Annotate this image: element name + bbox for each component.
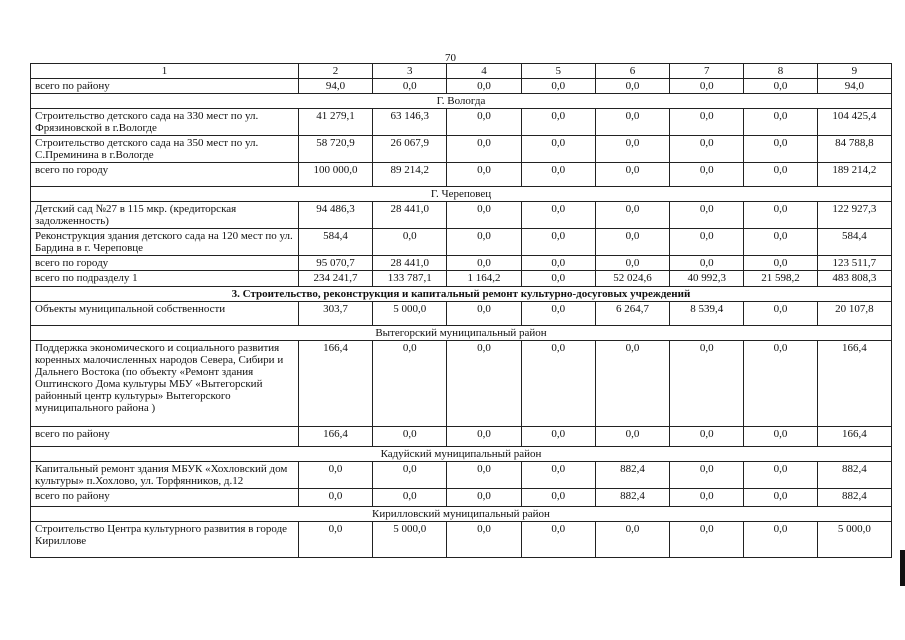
section-heading: Г. Вологда xyxy=(31,94,892,109)
value-cell: 52 024,6 xyxy=(595,271,669,287)
value-cell: 0,0 xyxy=(373,341,447,427)
value-cell: 0,0 xyxy=(521,202,595,229)
value-cell: 483 808,3 xyxy=(817,271,891,287)
value-cell: 0,0 xyxy=(447,109,521,136)
value-cell: 0,0 xyxy=(744,341,817,427)
value-cell: 0,0 xyxy=(670,489,744,507)
table-row xyxy=(31,271,892,287)
value-cell: 0,0 xyxy=(670,79,744,94)
value-cell: 0,0 xyxy=(521,109,595,136)
section-heading: Кирилловский муниципальный район xyxy=(31,507,892,522)
value-cell: 0,0 xyxy=(521,256,595,271)
value-cell: 0,0 xyxy=(595,163,669,187)
value-cell: 0,0 xyxy=(373,489,447,507)
value-cell: 882,4 xyxy=(595,462,669,489)
value-cell: 0,0 xyxy=(447,136,521,163)
value-cell: 0,0 xyxy=(744,489,817,507)
table-row xyxy=(31,462,892,489)
value-cell: 0,0 xyxy=(521,79,595,94)
value-cell: 0,0 xyxy=(521,462,595,489)
table-row xyxy=(31,302,892,326)
value-cell: 0,0 xyxy=(744,522,817,558)
column-header: 1 xyxy=(31,64,299,79)
table-row xyxy=(31,202,892,229)
value-cell: 21 598,2 xyxy=(744,271,817,287)
value-cell: 166,4 xyxy=(298,427,372,447)
value-cell: 0,0 xyxy=(447,341,521,427)
value-cell: 0,0 xyxy=(447,462,521,489)
value-cell: 123 511,7 xyxy=(817,256,891,271)
value-cell: 0,0 xyxy=(744,302,817,326)
value-cell: 0,0 xyxy=(595,256,669,271)
value-cell: 20 107,8 xyxy=(817,302,891,326)
column-header: 4 xyxy=(447,64,521,79)
table-row xyxy=(31,522,892,558)
column-header: 5 xyxy=(521,64,595,79)
value-cell: 0,0 xyxy=(670,202,744,229)
table-row xyxy=(31,427,892,447)
section-heading: Вытегорский муниципальный район xyxy=(31,326,892,341)
value-cell: 0,0 xyxy=(595,427,669,447)
row-label-cell: Реконструкция здания детского сада на 120 мест по ул. Бардина в г. Череповце xyxy=(31,229,299,256)
value-cell: 0,0 xyxy=(447,489,521,507)
scan-edge-mark xyxy=(900,550,905,586)
value-cell: 0,0 xyxy=(670,109,744,136)
value-cell: 41 279,1 xyxy=(298,109,372,136)
value-cell: 122 927,3 xyxy=(817,202,891,229)
column-header: 3 xyxy=(373,64,447,79)
value-cell: 94,0 xyxy=(817,79,891,94)
value-cell: 0,0 xyxy=(447,256,521,271)
value-cell: 104 425,4 xyxy=(817,109,891,136)
table-row xyxy=(31,109,892,136)
row-label-cell: всего по району xyxy=(31,427,299,447)
page-number: 70 xyxy=(445,52,456,64)
value-cell: 40 992,3 xyxy=(670,271,744,287)
value-cell: 0,0 xyxy=(744,79,817,94)
value-cell: 584,4 xyxy=(817,229,891,256)
value-cell: 166,4 xyxy=(817,341,891,427)
value-cell: 5 000,0 xyxy=(817,522,891,558)
value-cell: 882,4 xyxy=(817,489,891,507)
row-label-cell: всего по городу xyxy=(31,256,299,271)
value-cell: 0,0 xyxy=(298,462,372,489)
value-cell: 0,0 xyxy=(595,136,669,163)
value-cell: 0,0 xyxy=(670,522,744,558)
value-cell: 0,0 xyxy=(744,427,817,447)
value-cell: 0,0 xyxy=(670,163,744,187)
value-cell: 0,0 xyxy=(298,522,372,558)
value-cell: 0,0 xyxy=(744,136,817,163)
column-header: 9 xyxy=(817,64,891,79)
section-heading: Кадуйский муниципальный район xyxy=(31,447,892,462)
section-heading-row xyxy=(31,94,892,109)
value-cell: 0,0 xyxy=(373,462,447,489)
column-header: 2 xyxy=(298,64,372,79)
value-cell: 0,0 xyxy=(373,427,447,447)
value-cell: 0,0 xyxy=(447,202,521,229)
value-cell: 26 067,9 xyxy=(373,136,447,163)
row-label-cell: всего по подразделу 1 xyxy=(31,271,299,287)
row-label-cell: всего по району xyxy=(31,489,299,507)
value-cell: 0,0 xyxy=(670,427,744,447)
value-cell: 0,0 xyxy=(521,302,595,326)
value-cell: 0,0 xyxy=(744,163,817,187)
value-cell: 0,0 xyxy=(521,229,595,256)
value-cell: 28 441,0 xyxy=(373,202,447,229)
value-cell: 0,0 xyxy=(521,136,595,163)
row-label-cell: Поддержка экономического и социального развития коренных малочисленных народов Севера, Сибири и Дальнего Востока (по объекту «Ремонт здания Оштинского Дома культуры МБУ «Вытегорский районный центр культуры» Вытегорского муниципального района ) xyxy=(31,341,299,427)
section-heading-row xyxy=(31,326,892,341)
value-cell: 189 214,2 xyxy=(817,163,891,187)
row-label-cell: Капитальный ремонт здания МБУК «Хохловский дом культуры» п.Хохлово, ул. Торфянников, д.12 xyxy=(31,462,299,489)
value-cell: 0,0 xyxy=(447,427,521,447)
value-cell: 0,0 xyxy=(670,462,744,489)
value-cell: 1 164,2 xyxy=(447,271,521,287)
row-label-cell: Детский сад №27 в 115 мкр. (кредиторская задолженность) xyxy=(31,202,299,229)
value-cell: 84 788,8 xyxy=(817,136,891,163)
value-cell: 0,0 xyxy=(298,489,372,507)
value-cell: 0,0 xyxy=(670,256,744,271)
value-cell: 0,0 xyxy=(670,229,744,256)
value-cell: 234 241,7 xyxy=(298,271,372,287)
value-cell: 63 146,3 xyxy=(373,109,447,136)
value-cell: 0,0 xyxy=(670,341,744,427)
value-cell: 6 264,7 xyxy=(595,302,669,326)
value-cell: 94 486,3 xyxy=(298,202,372,229)
value-cell: 0,0 xyxy=(744,109,817,136)
value-cell: 0,0 xyxy=(521,489,595,507)
value-cell: 0,0 xyxy=(521,163,595,187)
value-cell: 882,4 xyxy=(595,489,669,507)
value-cell: 0,0 xyxy=(595,522,669,558)
table-row xyxy=(31,256,892,271)
table-row xyxy=(31,79,892,94)
value-cell: 5 000,0 xyxy=(373,302,447,326)
table-row xyxy=(31,163,892,187)
value-cell: 0,0 xyxy=(521,427,595,447)
subsection-heading: 3. Строительство, реконструкция и капитальный ремонт культурно-досуговых учреждений xyxy=(31,287,892,302)
section-heading-row xyxy=(31,447,892,462)
table-row xyxy=(31,489,892,507)
value-cell: 5 000,0 xyxy=(373,522,447,558)
row-label-cell: всего по городу xyxy=(31,163,299,187)
budget-table xyxy=(30,63,892,558)
column-header: 8 xyxy=(744,64,817,79)
row-label-cell: Строительство детского сада на 330 мест по ул. Фрязиновской в г.Вологде xyxy=(31,109,299,136)
value-cell: 95 070,7 xyxy=(298,256,372,271)
value-cell: 28 441,0 xyxy=(373,256,447,271)
value-cell: 0,0 xyxy=(447,79,521,94)
value-cell: 94,0 xyxy=(298,79,372,94)
column-number-row xyxy=(31,64,892,79)
section-heading: Г. Череповец xyxy=(31,187,892,202)
subsection-heading-row xyxy=(31,287,892,302)
value-cell: 100 000,0 xyxy=(298,163,372,187)
value-cell: 0,0 xyxy=(447,229,521,256)
value-cell: 0,0 xyxy=(744,202,817,229)
table-row xyxy=(31,341,892,427)
row-label-cell: Строительство детского сада на 350 мест по ул. С.Преминина в г.Вологде xyxy=(31,136,299,163)
value-cell: 0,0 xyxy=(744,256,817,271)
table-row xyxy=(31,229,892,256)
value-cell: 584,4 xyxy=(298,229,372,256)
value-cell: 58 720,9 xyxy=(298,136,372,163)
value-cell: 0,0 xyxy=(595,109,669,136)
value-cell: 0,0 xyxy=(447,163,521,187)
section-heading-row xyxy=(31,507,892,522)
value-cell: 0,0 xyxy=(744,229,817,256)
value-cell: 133 787,1 xyxy=(373,271,447,287)
value-cell: 0,0 xyxy=(595,341,669,427)
column-header: 6 xyxy=(595,64,669,79)
value-cell: 0,0 xyxy=(521,522,595,558)
value-cell: 0,0 xyxy=(373,79,447,94)
value-cell: 0,0 xyxy=(521,341,595,427)
row-label-cell: Объекты муниципальной собственности xyxy=(31,302,299,326)
value-cell: 0,0 xyxy=(595,202,669,229)
value-cell: 0,0 xyxy=(595,79,669,94)
table-row xyxy=(31,136,892,163)
value-cell: 303,7 xyxy=(298,302,372,326)
value-cell: 0,0 xyxy=(670,136,744,163)
column-header: 7 xyxy=(670,64,744,79)
section-heading-row xyxy=(31,187,892,202)
value-cell: 166,4 xyxy=(817,427,891,447)
value-cell: 0,0 xyxy=(373,229,447,256)
value-cell: 0,0 xyxy=(447,522,521,558)
value-cell: 166,4 xyxy=(298,341,372,427)
value-cell: 89 214,2 xyxy=(373,163,447,187)
value-cell: 0,0 xyxy=(521,271,595,287)
row-label-cell: Строительство Центра культурного развития в городе Кириллове xyxy=(31,522,299,558)
value-cell: 0,0 xyxy=(744,462,817,489)
value-cell: 882,4 xyxy=(817,462,891,489)
value-cell: 0,0 xyxy=(447,302,521,326)
row-label-cell: всего по району xyxy=(31,79,299,94)
value-cell: 8 539,4 xyxy=(670,302,744,326)
value-cell: 0,0 xyxy=(595,229,669,256)
